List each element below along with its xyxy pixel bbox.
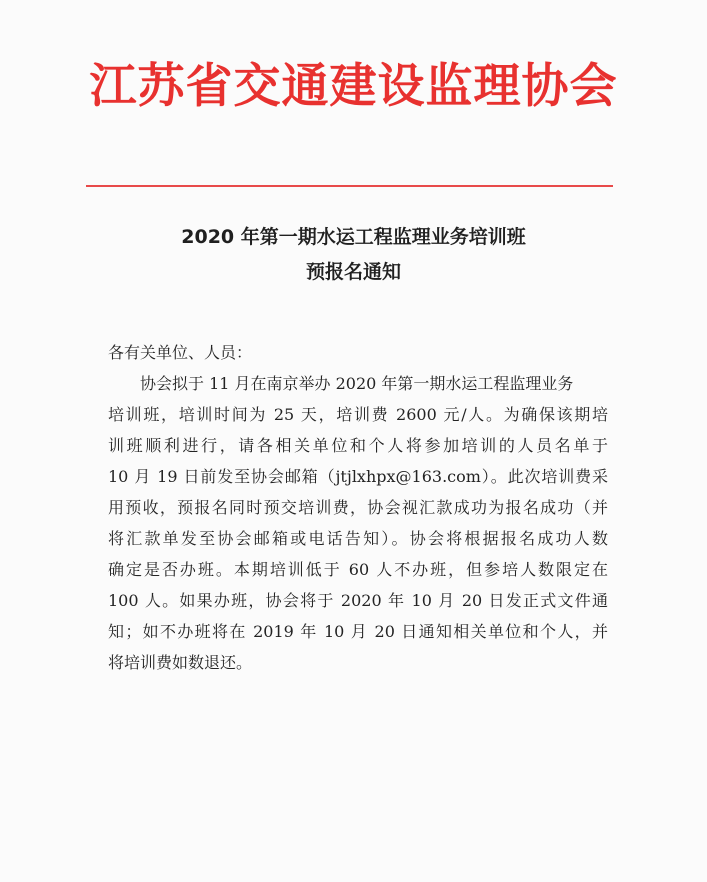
body-paragraph-line: 确定是否办班。本期培训低于 60 人不办班，但参培人数限定在 xyxy=(108,560,608,579)
body-paragraph-line: 将培训费如数退还。 xyxy=(108,653,253,672)
body-paragraph-line: 训班顺利进行，请各相关单位和个人将参加培训的人员名单于 xyxy=(108,436,608,455)
body-paragraph-line: 10 月 19 日前发至协会邮箱（jtjlxhpx@163.com）。此次培训费采 xyxy=(108,467,608,486)
body-paragraph-line: 100 人。如果办班，协会将于 2020 年 10 月 20 日发正式文件通 xyxy=(108,591,608,610)
body-paragraph-line: 协会拟于 11 月在南京举办 2020 年第一期水运工程监理业务 xyxy=(140,374,574,393)
notice-body xyxy=(108,337,608,678)
letterhead-red-rule xyxy=(86,185,613,187)
body-paragraph-line: 培训班，培训时间为 25 天，培训费 2600 元/人。为确保该期培 xyxy=(108,405,608,424)
body-paragraph-line: 知；如不办班将在 2019 年 10 月 20 日通知相关单位和个人，并 xyxy=(108,622,608,641)
salutation: 各有关单位、人员： xyxy=(108,343,253,362)
notice-title-line-2: 预报名通知 xyxy=(305,261,401,283)
letterhead-organization-name: 江苏省交通建设监理协会 xyxy=(89,59,618,114)
body-paragraph-line: 将汇款单发至协会邮箱或电话告知）。协会将根据报名成功人数 xyxy=(108,529,608,548)
notice-title-line-1: 2020 年第一期水运工程监理业务培训班 xyxy=(181,226,526,248)
body-paragraph-line: 用预收，预报名同时预交培训费，协会视汇款成功为报名成功（并 xyxy=(108,498,608,517)
